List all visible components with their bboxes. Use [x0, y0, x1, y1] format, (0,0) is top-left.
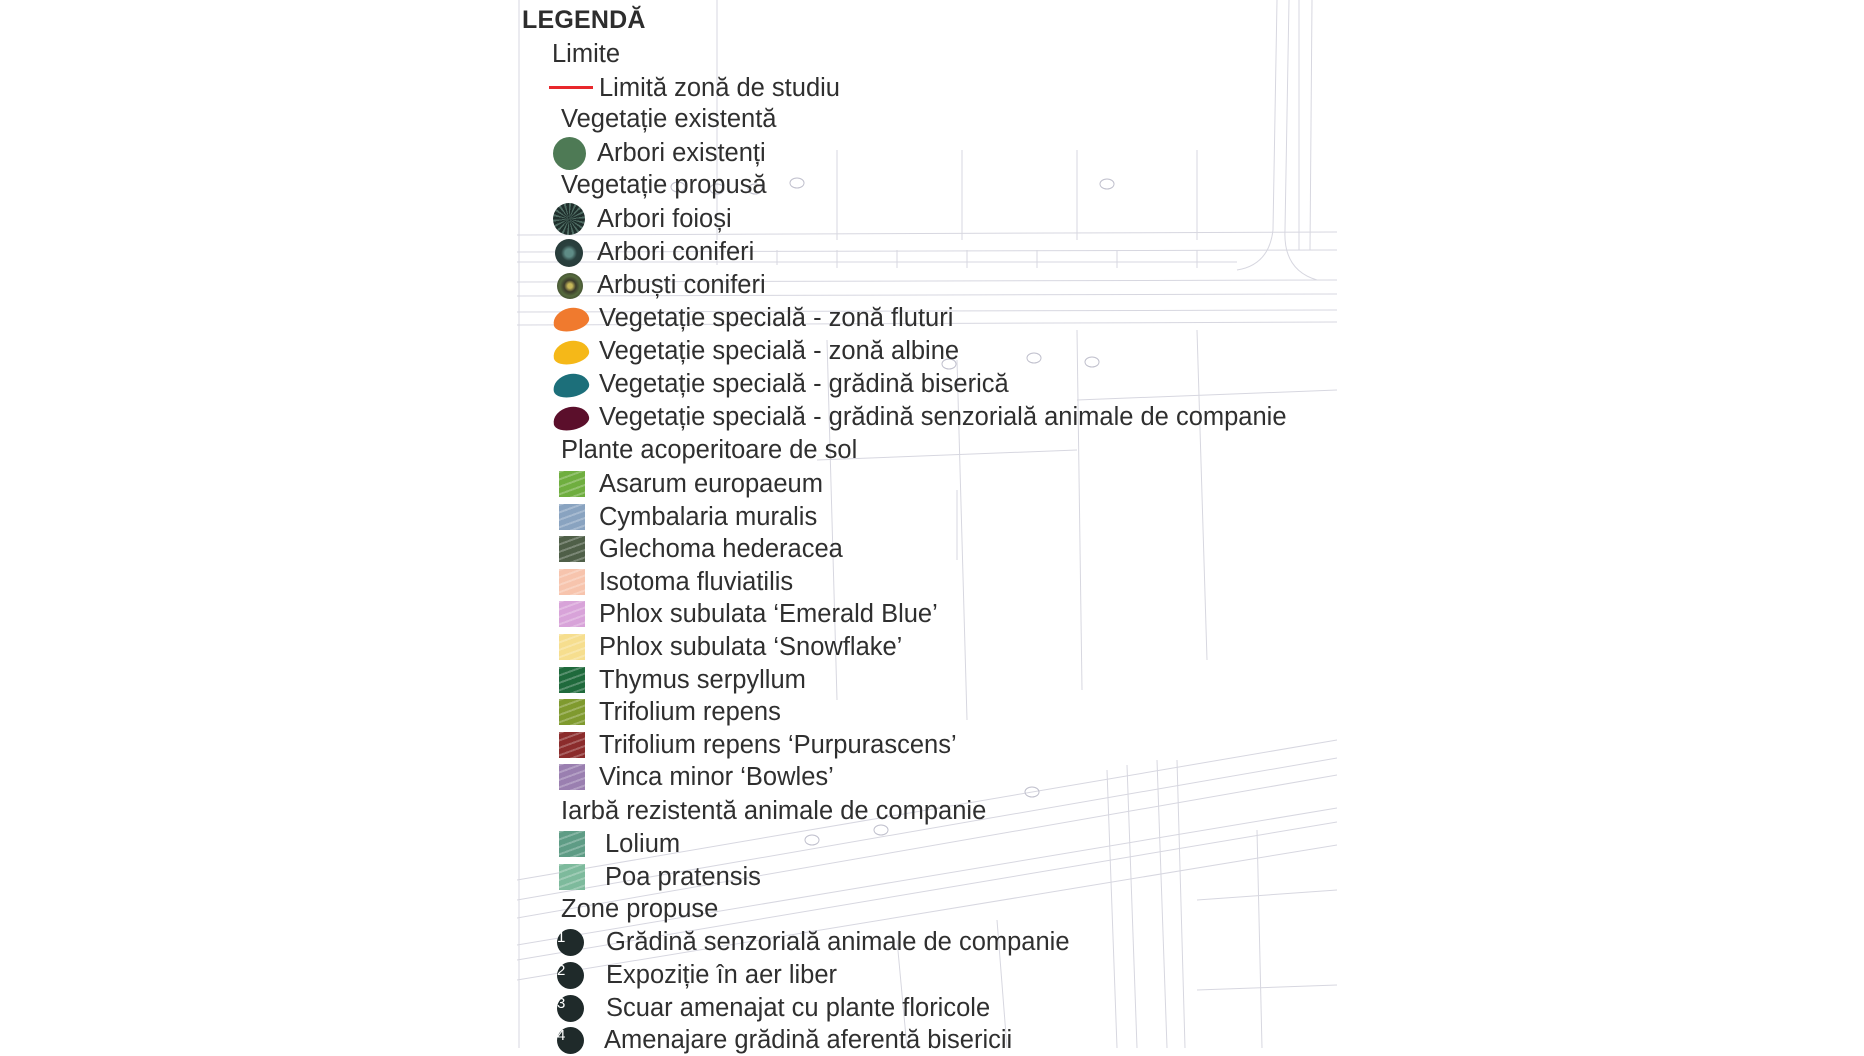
legend-item-ground-cover [522, 729, 1222, 761]
swatch-icon [559, 634, 585, 660]
number-badge-icon: 1 [557, 929, 584, 956]
legend-item-study-limit [522, 72, 1222, 104]
legend-item-label: Trifolium repens [599, 698, 781, 727]
zones-heading: Zone propuse [561, 895, 719, 923]
legend-title: LEGENDĂ [522, 6, 646, 34]
deciduous-tree-icon [553, 203, 585, 235]
legend-item-label: Limită zonă de studiu [599, 74, 840, 102]
legend-item-label: Arbori existenți [597, 139, 766, 167]
legend-item-label: Vegetație specială - grădină senzorială animale de companie [599, 403, 1287, 431]
legend-item-deciduous-trees [522, 203, 1222, 235]
legend-item-poa-pratensis [522, 861, 1222, 893]
swatch-icon [559, 536, 585, 562]
conifer-shrub-icon [557, 273, 583, 299]
legend-item-label: Amenajare grădină aferentă bisericii [604, 1026, 1013, 1054]
legend-item-label: Asarum europaeum [599, 470, 823, 498]
red-line-icon [549, 86, 593, 89]
existing-vegetation-heading: Vegetație existentă [561, 105, 777, 133]
legend-item-label: Arbuști coniferi [597, 271, 766, 299]
legend-item-label: Arbori foioși [597, 205, 732, 233]
legend-item-label: Vegetație specială - grădină biserică [599, 370, 1009, 398]
swatch-icon [559, 864, 585, 890]
legend-item-label: Expoziție în aer liber [606, 961, 838, 989]
swatch-icon [559, 601, 585, 627]
legend-item-ground-cover [522, 664, 1222, 696]
bee-zone-icon [551, 338, 591, 368]
legend-item-bee-zone [522, 335, 1337, 367]
number-badge-icon: 4 [557, 1027, 584, 1054]
legend-item-ground-cover [522, 761, 1222, 793]
legend-item-ground-cover [522, 533, 1222, 565]
legend-item-label: Grădină senzorială animale de companie [606, 928, 1070, 956]
legend-item-label: Glechoma hederacea [599, 535, 843, 564]
legend-item-zone-1 [522, 926, 1322, 958]
legend-item-ground-cover [522, 598, 1222, 630]
legend-item-sensory-garden [522, 401, 1337, 433]
legend-item-ground-cover [522, 501, 1222, 533]
pet-grass-heading: Iarbă rezistentă animale de companie [561, 797, 987, 825]
legend-item-existing-trees [522, 137, 1222, 169]
legend-item-church-garden [522, 368, 1337, 400]
limits-heading: Limite [552, 40, 621, 68]
legend-item-ground-cover [522, 566, 1222, 598]
butterfly-zone-icon [551, 305, 591, 335]
legend-item-ground-cover [522, 631, 1222, 663]
swatch-icon [559, 699, 585, 725]
legend-item-label: Thymus serpyllum [599, 665, 806, 694]
legend-item-butterfly-zone [522, 302, 1337, 334]
number-badge-icon: 2 [557, 962, 584, 989]
ground-cover-heading: Plante acoperitoare de sol [561, 436, 858, 464]
legend-item-label: Isotoma fluviatilis [599, 567, 794, 596]
legend-item-label: Cymbalaria muralis [599, 502, 818, 531]
legend-item-zone-3 [522, 992, 1322, 1024]
swatch-icon [559, 764, 585, 790]
legend-item-label: Poa pratensis [605, 863, 761, 891]
proposed-vegetation-heading: Vegetație propusă [561, 171, 767, 199]
legend-item-zone-4 [522, 1024, 1322, 1056]
swatch-icon [559, 504, 585, 530]
conifer-tree-icon [555, 239, 583, 267]
legend-item-label: Lolium [605, 830, 681, 858]
legend-item-lolium [522, 828, 1222, 860]
swatch-icon [559, 667, 585, 693]
swatch-icon [559, 831, 585, 857]
swatch-icon [559, 471, 585, 497]
legend-item-ground-cover [522, 468, 1222, 500]
number-badge-icon: 3 [557, 995, 584, 1022]
legend-item-label: Vinca minor ‘Bowles’ [599, 763, 834, 792]
church-garden-icon [551, 371, 591, 401]
map-legend [522, 4, 1337, 1054]
legend-item-label: Arbori coniferi [597, 238, 755, 266]
legend-item-conifer-shrubs [522, 269, 1222, 301]
sensory-garden-icon [551, 404, 591, 434]
legend-item-label: Vegetație specială - zonă albine [599, 337, 960, 365]
swatch-icon [559, 569, 585, 595]
legend-item-conifer-trees [522, 236, 1222, 268]
legend-item-ground-cover [522, 696, 1222, 728]
legend-item-label: Phlox subulata ‘Snowflake’ [599, 633, 903, 661]
legend-item-label: Trifolium repens ‘Purpurascens’ [599, 730, 957, 759]
legend-item-label: Scuar amenajat cu plante floricole [606, 994, 991, 1022]
swatch-icon [559, 732, 585, 758]
legend-item-label: Phlox subulata ‘Emerald Blue’ [599, 600, 938, 629]
legend-item-zone-2 [522, 959, 1322, 991]
legend-item-label: Vegetație specială - zonă fluturi [599, 304, 954, 332]
existing-tree-icon [553, 137, 586, 170]
